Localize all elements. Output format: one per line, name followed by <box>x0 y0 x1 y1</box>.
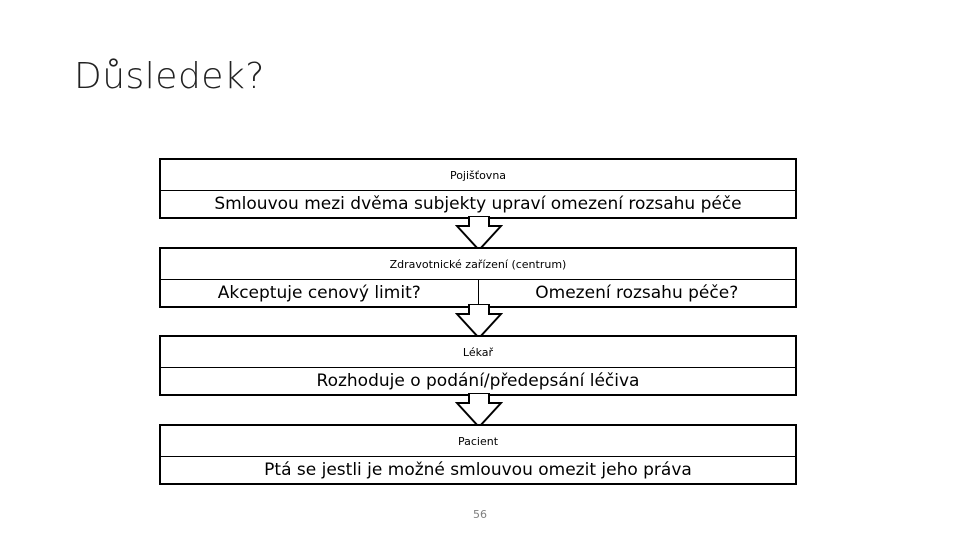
block-insurer-text: Smlouvou mezi dvěma subjekty upraví omezení rozsahu péče <box>214 194 742 214</box>
block-facility-header: Zdravotnické zařízení (centrum) <box>161 249 795 280</box>
block-doctor-text: Rozhoduje o podání/předepsání léčiva <box>316 371 640 391</box>
block-patient-header: Pacient <box>161 426 795 457</box>
block-patient-text: Ptá se jestli je možné smlouvou omezit jeho práva <box>264 460 692 480</box>
block-doctor <box>159 335 797 396</box>
block-facility-right-text: Omezení rozsahu péče? <box>535 283 739 303</box>
page-number: 56 <box>473 508 487 521</box>
block-doctor-header: Lékař <box>161 337 795 368</box>
block-insurer-header: Pojišťovna <box>161 160 795 191</box>
block-insurer <box>159 158 797 219</box>
block-patient <box>159 424 797 485</box>
block-facility-left-text: Akceptuje cenový limit? <box>161 280 479 306</box>
slide-title: Důsledek? <box>74 56 265 97</box>
block-facility <box>159 247 797 308</box>
